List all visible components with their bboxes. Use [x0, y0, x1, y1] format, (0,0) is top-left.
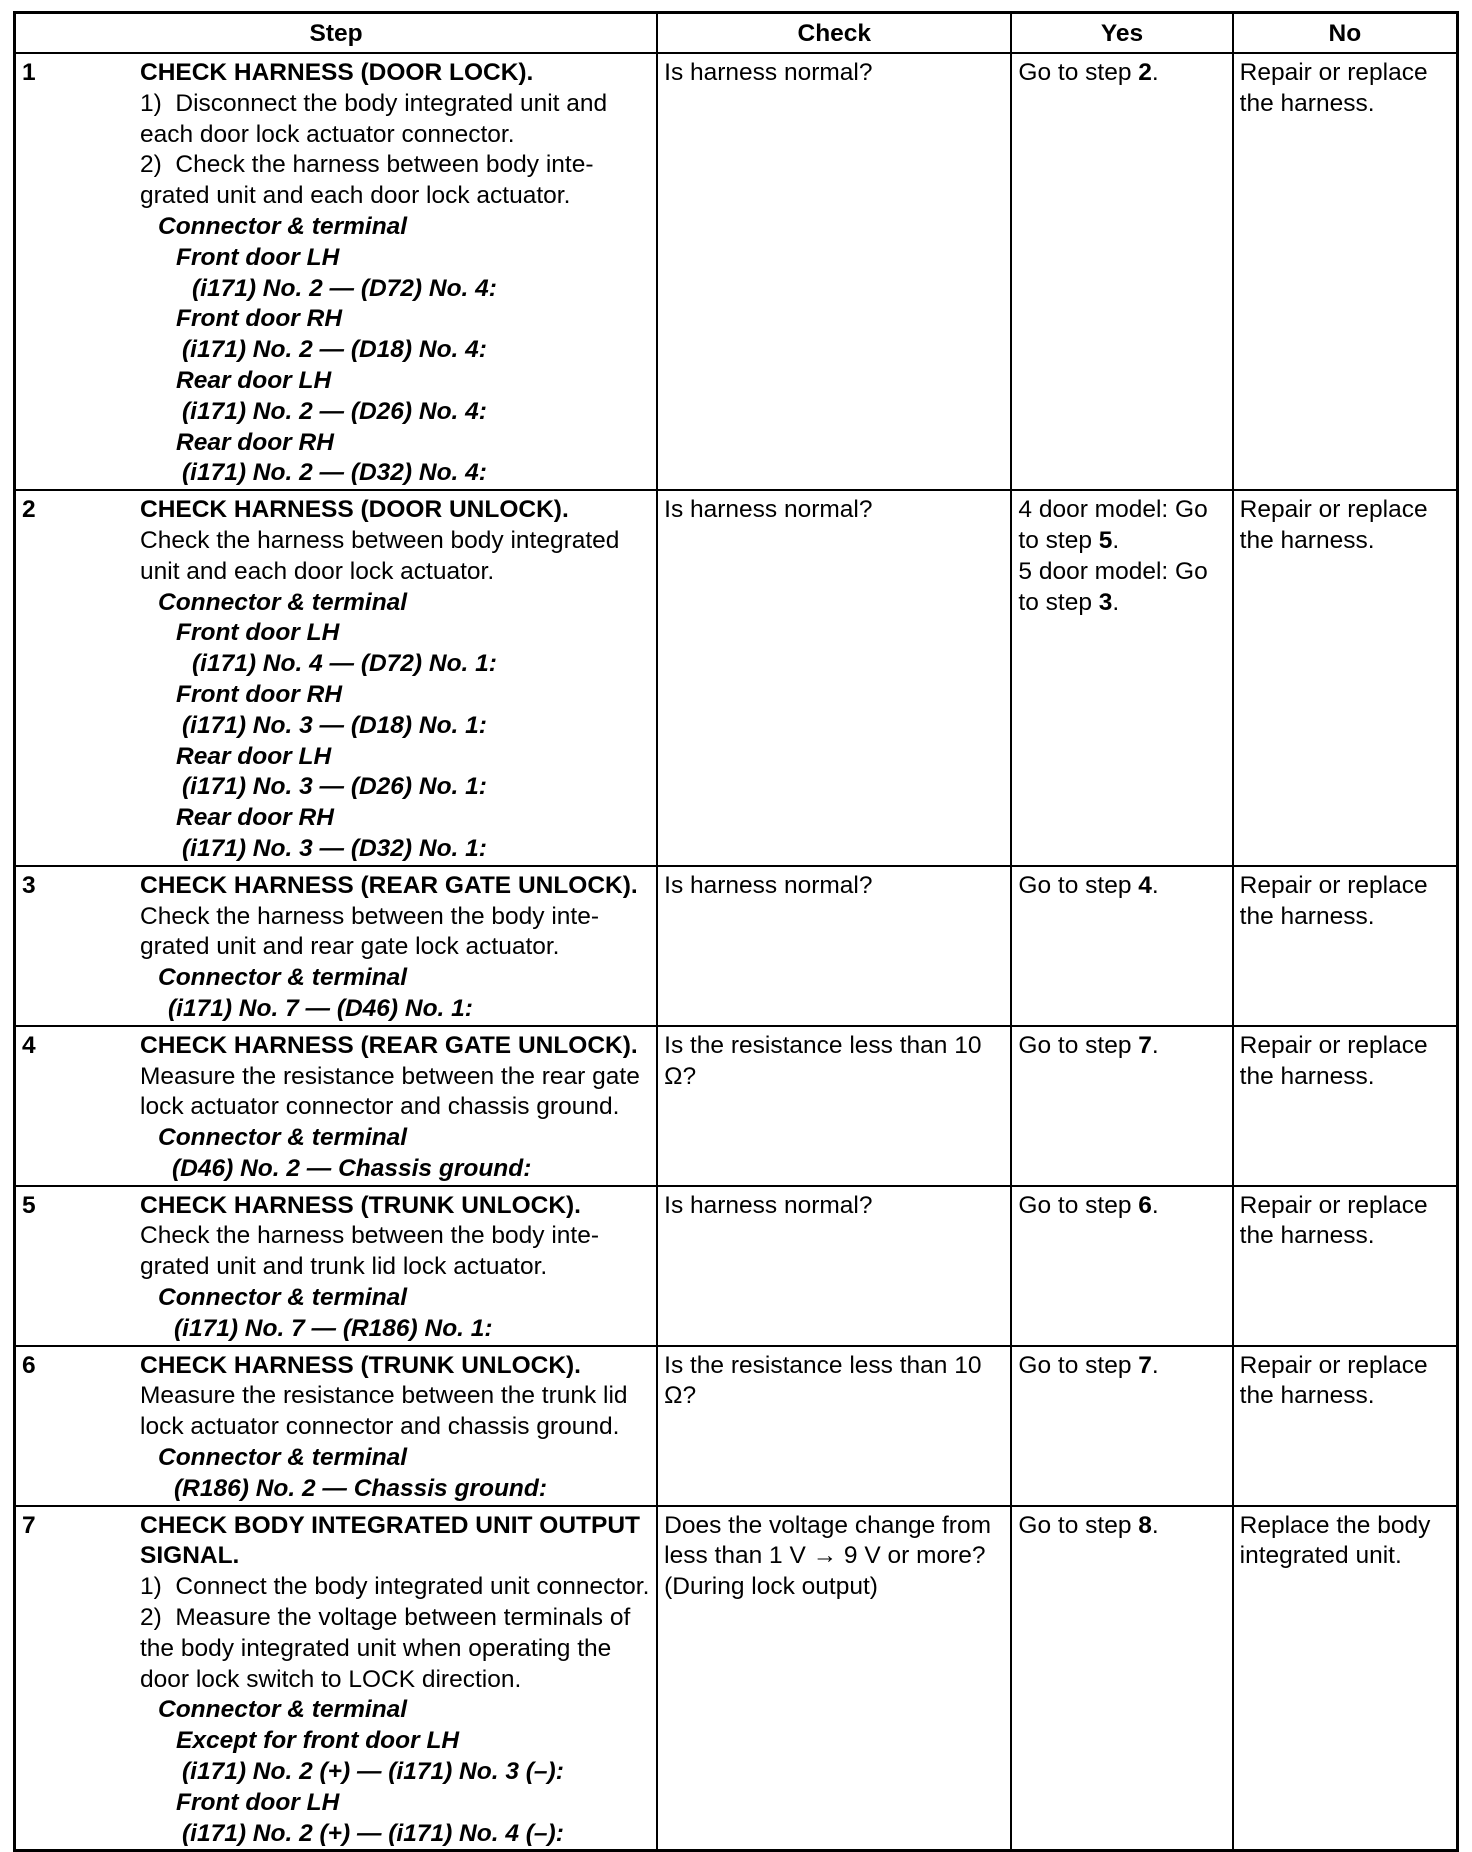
- step-title: CHECK HARNESS (REAR GATE UNLOCK).: [140, 871, 638, 899]
- step-number: 2: [22, 496, 36, 524]
- connector-heading: Connector & terminal: [158, 964, 408, 992]
- yes-cell: [1011, 1186, 1232, 1346]
- no-cell: [1233, 490, 1458, 866]
- step-cell: [15, 1186, 658, 1346]
- step-title: CHECK HARNESS (TRUNK UNLOCK).: [140, 1351, 581, 1379]
- yes-cell: [1011, 53, 1232, 490]
- no-text: Replace the body: [1239, 1511, 1431, 1539]
- step-number: 3: [22, 871, 36, 899]
- check-cell: [657, 1026, 1011, 1186]
- step-line: door lock switch to LOCK direction.: [140, 1665, 522, 1693]
- step-line: lock actuator connector and chassis ground.: [140, 1413, 620, 1441]
- connector-location: Front door RH: [176, 680, 343, 708]
- yes-text: Go to step: [1018, 1351, 1139, 1379]
- check-text: less than 1 V → 9 V or more?: [664, 1542, 986, 1570]
- step-line: unit and each door lock actuator.: [140, 557, 495, 585]
- step-line: 2) Measure the voltage between terminals of: [140, 1604, 631, 1632]
- step-line: grated unit and each door lock actuator.: [140, 182, 571, 210]
- no-text: Repair or replace: [1239, 1191, 1428, 1219]
- check-cell: [657, 1186, 1011, 1346]
- connector-heading: Connector & terminal: [158, 1444, 408, 1472]
- yes-step-ref: 5: [1098, 526, 1113, 554]
- step-title: CHECK HARNESS (DOOR LOCK).: [140, 59, 534, 86]
- step-line: Check the harness between body integrated: [140, 526, 620, 554]
- no-text: Repair or replace: [1239, 1351, 1428, 1379]
- connector-location: Rear door RH: [176, 428, 334, 456]
- step-title: CHECK HARNESS (REAR GATE UNLOCK).: [140, 1031, 638, 1059]
- step-cell: [15, 490, 658, 866]
- step-number: 6: [22, 1351, 36, 1379]
- check-cell: [657, 866, 1011, 1026]
- check-text: Is harness normal?: [664, 871, 873, 899]
- step-line: 1) Disconnect the body integrated unit and: [140, 89, 608, 117]
- yes-text: .: [1112, 526, 1120, 554]
- step-cell: [15, 1506, 658, 1851]
- no-cell: [1233, 866, 1458, 1026]
- no-text: the harness.: [1239, 902, 1375, 930]
- header-step: Step: [15, 13, 658, 54]
- no-text: Repair or replace: [1239, 496, 1428, 524]
- step-number: 7: [22, 1511, 36, 1539]
- no-text: Repair or replace: [1239, 59, 1428, 86]
- check-text: Is the resistance less than 10: [664, 1351, 982, 1379]
- connector-location: Rear door LH: [176, 742, 332, 770]
- step-line: grated unit and trunk lid lock actuator.: [140, 1253, 548, 1281]
- connector-terminal: (R186) No. 2 — Chassis ground:: [174, 1474, 548, 1502]
- step-line: lock actuator connector and chassis ground.: [140, 1093, 620, 1121]
- connector-terminal: (i171) No. 2 (+) — (i171) No. 4 (–):: [182, 1819, 564, 1847]
- step-line: Check the harness between the body inte-: [140, 1222, 599, 1250]
- yes-cell: [1011, 1026, 1232, 1186]
- connector-terminal: (D46) No. 2 — Chassis ground:: [172, 1154, 532, 1182]
- yes-text: Go to step: [1018, 59, 1139, 86]
- yes-step-ref: 3: [1098, 588, 1113, 616]
- step-cell: [15, 53, 658, 490]
- no-cell: [1233, 1506, 1458, 1851]
- connector-heading: Connector & terminal: [158, 212, 408, 240]
- connector-terminal: (i171) No. 2 — (D72) No. 4:: [192, 274, 497, 302]
- table-row: [15, 490, 1458, 866]
- yes-cell: [1011, 1346, 1232, 1506]
- yes-text: 4 door model: Go: [1018, 496, 1208, 524]
- check-cell: [657, 1346, 1011, 1506]
- step-cell: [15, 1026, 658, 1186]
- connector-terminal: (i171) No. 3 — (D26) No. 1:: [182, 773, 487, 801]
- step-number: 1: [22, 59, 36, 86]
- no-cell: [1233, 1186, 1458, 1346]
- check-text: Ω?: [664, 1062, 697, 1090]
- header-yes: Yes: [1011, 13, 1232, 54]
- connector-heading: Connector & terminal: [158, 1284, 408, 1312]
- yes-step-ref: 7: [1138, 1351, 1152, 1379]
- connector-terminal: (i171) No. 2 (+) — (i171) No. 3 (–):: [182, 1758, 564, 1786]
- step-line: Measure the resistance between the rear gate: [140, 1062, 640, 1090]
- yes-text: .: [1151, 1031, 1159, 1059]
- connector-location: Front door RH: [176, 305, 343, 333]
- no-text: the harness.: [1239, 1222, 1375, 1250]
- no-cell: [1233, 53, 1458, 490]
- step-line: Check the harness between the body inte-: [140, 902, 599, 930]
- connector-terminal: (i171) No. 2 — (D32) No. 4:: [182, 459, 487, 487]
- yes-cell: [1011, 490, 1232, 866]
- header-row: [15, 13, 1458, 54]
- check-text: (During lock output): [664, 1573, 878, 1601]
- yes-text: .: [1151, 1351, 1159, 1379]
- table-row: [15, 1186, 1458, 1346]
- connector-location: Rear door RH: [176, 804, 334, 832]
- yes-text: to step: [1018, 526, 1099, 554]
- no-text: the harness.: [1239, 89, 1375, 117]
- step-line: the body integrated unit when operating the: [140, 1634, 612, 1662]
- yes-text: .: [1151, 871, 1159, 899]
- yes-step-ref: 7: [1138, 1031, 1152, 1059]
- step-line: each door lock actuator connector.: [140, 120, 515, 148]
- connector-terminal: (i171) No. 3 — (D32) No. 1:: [182, 834, 487, 862]
- header-check: Check: [657, 13, 1011, 54]
- yes-text: .: [1151, 59, 1159, 86]
- yes-step-ref: 4: [1138, 871, 1152, 899]
- step-line: 1) Connect the body integrated unit connector.: [140, 1573, 650, 1601]
- step-number: 5: [22, 1191, 36, 1219]
- connector-heading: Connector & terminal: [158, 588, 408, 616]
- step-line: 2) Check the harness between body inte-: [140, 151, 594, 179]
- no-text: Repair or replace: [1239, 871, 1428, 899]
- connector-location: Front door LH: [176, 619, 340, 647]
- no-cell: [1233, 1026, 1458, 1186]
- yes-step-ref: 6: [1138, 1191, 1152, 1219]
- step-title: CHECK HARNESS (DOOR UNLOCK).: [140, 496, 569, 524]
- table-row: [15, 53, 1458, 490]
- yes-text: to step: [1018, 588, 1099, 616]
- connector-heading: Connector & terminal: [158, 1696, 408, 1724]
- step-cell: [15, 866, 658, 1026]
- yes-step-ref: 8: [1138, 1511, 1152, 1539]
- connector-location: Except for front door LH: [176, 1727, 460, 1755]
- connector-terminal: (i171) No. 2 — (D18) No. 4:: [182, 336, 487, 364]
- check-text: Does the voltage change from: [664, 1511, 992, 1539]
- table-row: [15, 866, 1458, 1026]
- step-cell: [15, 1346, 658, 1506]
- connector-terminal: (i171) No. 7 — (D46) No. 1:: [168, 994, 473, 1022]
- step-title: CHECK HARNESS (TRUNK UNLOCK).: [140, 1191, 581, 1219]
- yes-cell: [1011, 1506, 1232, 1851]
- connector-heading: Connector & terminal: [158, 1124, 408, 1152]
- yes-text: .: [1151, 1191, 1159, 1219]
- check-cell: [657, 1506, 1011, 1851]
- no-cell: [1233, 1346, 1458, 1506]
- step-title: CHECK BODY INTEGRATED UNIT OUTPUT: [140, 1511, 640, 1539]
- yes-text: .: [1151, 1511, 1159, 1539]
- yes-text: Go to step: [1018, 871, 1139, 899]
- no-text: integrated unit.: [1239, 1542, 1402, 1570]
- table-row: [15, 1346, 1458, 1506]
- table-row: [15, 1506, 1458, 1851]
- connector-terminal: (i171) No. 3 — (D18) No. 1:: [182, 711, 487, 739]
- connector-location: Front door LH: [176, 243, 340, 271]
- no-text: Repair or replace: [1239, 1031, 1428, 1059]
- connector-terminal: (i171) No. 7 — (R186) No. 1:: [174, 1314, 493, 1342]
- yes-cell: [1011, 866, 1232, 1026]
- step-number: 4: [22, 1031, 36, 1059]
- check-text: Is harness normal?: [664, 59, 873, 86]
- no-text: the harness.: [1239, 1062, 1375, 1090]
- check-cell: [657, 53, 1011, 490]
- check-cell: [657, 490, 1011, 866]
- check-text: Is the resistance less than 10: [664, 1031, 982, 1059]
- connector-location: Front door LH: [176, 1788, 340, 1816]
- check-text: Is harness normal?: [664, 1191, 873, 1219]
- table-row: [15, 1026, 1458, 1186]
- yes-text: Go to step: [1018, 1191, 1139, 1219]
- yes-text: .: [1112, 588, 1120, 616]
- yes-text: Go to step: [1018, 1511, 1139, 1539]
- yes-step-ref: 2: [1138, 59, 1152, 86]
- step-line: grated unit and rear gate lock actuator.: [140, 933, 560, 961]
- connector-terminal: (i171) No. 2 — (D26) No. 4:: [182, 397, 487, 425]
- step-title: SIGNAL.: [140, 1542, 240, 1570]
- no-text: the harness.: [1239, 526, 1375, 554]
- header-no: No: [1233, 13, 1458, 54]
- yes-text: Go to step: [1018, 1031, 1139, 1059]
- step-line: Measure the resistance between the trunk lid: [140, 1382, 628, 1410]
- connector-terminal: (i171) No. 4 — (D72) No. 1:: [192, 650, 497, 678]
- check-text: Ω?: [664, 1382, 697, 1410]
- no-text: the harness.: [1239, 1382, 1375, 1410]
- yes-text: 5 door model: Go: [1018, 557, 1208, 585]
- connector-location: Rear door LH: [176, 366, 332, 394]
- diagnostic-table: [13, 11, 1459, 1852]
- check-text: Is harness normal?: [664, 496, 873, 524]
